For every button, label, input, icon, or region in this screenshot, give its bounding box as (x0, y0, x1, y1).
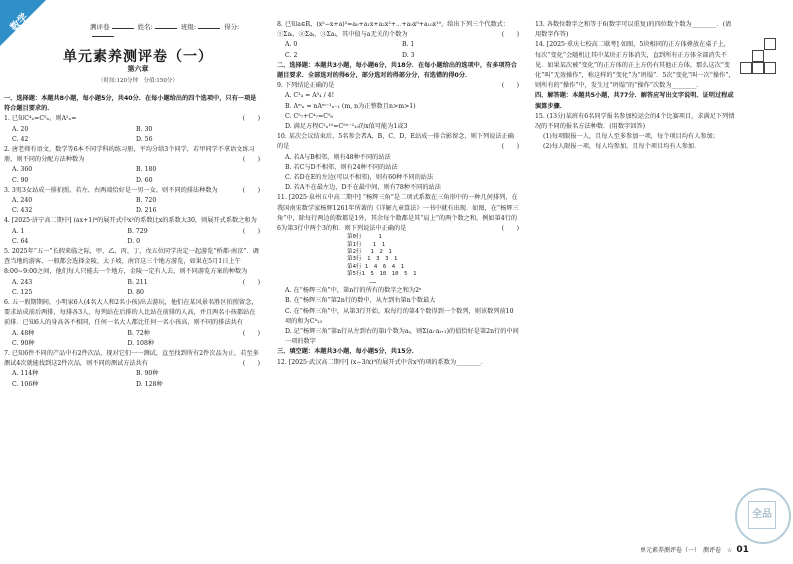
option: B. 180 (136, 166, 157, 174)
question-text: 8. 已知a∈R，(x²−x+a)⁵=a₀+a₁x+a₂x²+⋯+a₉x⁹+a₁₀x¹⁰，给出下列三个代数式：①Σaᵢ，②Σaᵢ，③Σaᵢ，其中值与a无关的个数为 (277, 21, 510, 39)
answer-parentheses: ( ) (242, 186, 260, 194)
chapter-label: 第六章 (127, 65, 149, 73)
yang-hui-triangle (277, 234, 519, 286)
option-line: C. 若D在E的左边(可以不相邻)，则有60种不同的站法 (285, 174, 434, 182)
answer-parentheses: ( ) (242, 227, 260, 235)
column-3 (535, 20, 735, 153)
triangle-row: 第2行 1 2 1 (347, 249, 392, 256)
option-line: A. C³₄ = A³₄ / 4! (285, 92, 335, 100)
question-text: 2. 唐老师有语文、数学等6本不同学科的练习册，平均分给3个同学，若甲同学不拿语文练习册，则不同的分配方法种数为 (4, 146, 255, 164)
cube (740, 62, 752, 74)
question (535, 112, 735, 132)
triangle-row: 第3行 1 3 3 1 (347, 256, 398, 263)
question-text: 1. 已知C⁴ₙ=C⁵ₙ，则A²ₙ= (4, 115, 77, 123)
option: C. 432 (12, 207, 33, 215)
options (4, 165, 260, 185)
option: B. 90种 (136, 370, 159, 378)
seal-text: 全品 (748, 501, 776, 529)
triangle-row: …… (347, 278, 377, 285)
option: B. 211 (127, 278, 148, 286)
options (4, 369, 260, 389)
option: B. 1 (402, 41, 415, 49)
option-line: D. 记“杨辉三角”第n行从左到右的第i个数为aᵢ，则Σ(aᵢ·aᵢ₊₁)的值恰好是第2n行的中间一项的数字 (285, 327, 519, 346)
blank (155, 28, 177, 29)
option: A. 0 (285, 41, 298, 49)
question (277, 81, 519, 91)
blank (92, 36, 114, 37)
blank (198, 28, 220, 29)
section-heading: 四、解答题：本题共5小题，共77分．解答应写出文字说明、证明过程或演算步骤． (535, 92, 734, 110)
page-title: 单元素养测评卷（一） (63, 49, 213, 65)
option-line: C. C⁵₇+C⁴₇=C⁵₈ (285, 112, 333, 120)
answer-parentheses: ( ) (242, 329, 260, 337)
question (4, 186, 260, 196)
option: D. 216 (136, 207, 157, 215)
answer-parentheses: ( ) (501, 143, 519, 151)
option: C. 64 (12, 237, 29, 245)
option: A. 240 (12, 197, 33, 205)
options (4, 329, 243, 349)
option: B. 720 (136, 197, 157, 205)
option: C. 42 (12, 135, 29, 143)
subject-label: 数学 (8, 11, 31, 34)
watermark-seal (735, 488, 791, 544)
header (0, 0, 256, 36)
option: B. 30 (136, 125, 153, 133)
options (277, 40, 519, 60)
question-text: 10. 某次会议结束后，5名参会者A，B，C，D，E站成一排合影留念，则下列说法正确的是 (277, 133, 514, 151)
question-text: 5. 2025年“五一”长假来临之际，甲、乙、丙、丁、戊五位同学决定一起游览“桥都·南京”．调查当地的游客，一般都会选择金陵、太子坡、南宫这三个地方游览，如果在5月1日上午8:00~9:00之间，他们每人只能去一个地方，金陵一定有人去，则不同游览方案的种数为 (4, 248, 259, 276)
field-class: 班级: (180, 23, 197, 31)
cube (752, 62, 764, 74)
section-heading: 二、选择题：本题共3小题，每小题6分，共18分．在每小题给出的选项中，有多项符合题目要求．全部选对的得6分，部分选对的得部分分，有选错的得0分． (277, 61, 517, 80)
option: D. 128种 (136, 380, 163, 388)
question (277, 20, 519, 40)
question (4, 114, 260, 124)
field-test: 测评卷 (90, 23, 110, 31)
option: A. 360 (12, 166, 33, 174)
option: D. 3 (402, 51, 415, 59)
option: D. 60 (136, 176, 153, 184)
option: B. 72种 (127, 329, 150, 337)
question-text: 12. [2025·武汉高二期中] (x−3/x)⁹的展开式中含x³的项的系数为________． (277, 358, 488, 366)
option: B. 729 (127, 227, 148, 235)
option: A. 114种 (12, 370, 39, 378)
options (4, 125, 260, 145)
option: C. 90种 (12, 339, 35, 347)
cube (764, 38, 776, 50)
cube (764, 62, 776, 74)
options (4, 196, 260, 216)
cube (752, 50, 764, 62)
triangle-row: 第0行 1 (347, 234, 382, 241)
triangle-row: 第1行 1 1 (347, 241, 386, 248)
option: C. 125 (12, 288, 33, 296)
question (277, 193, 519, 234)
question-text: 14. [2025·重庆七校高二联考] 如图，5块相同的正方体叠放在桌子上，每次“变化”会随机让其中某块正方体消失，直到所有正方体全部消失不见．如果某次被“变化”的正方体的正上方仍有其他正方体，那么这次“变化”叫“无效操作”，称这样的“变化”为“坍塌”．5次“变化”叫一次“操作”，则所有的“操作”中，发生过“坍塌”的“操作”次数为________． (535, 41, 735, 90)
option: A. 20 (12, 125, 29, 133)
name-fields (90, 22, 256, 39)
section-heading: 一、选择题：本题共8小题，每小题5分，共40分．在每小题给出的四个选项中，只有一项是符合题目要求的． (4, 95, 257, 113)
option: D. 108种 (127, 339, 155, 347)
option: A. 1 (12, 227, 25, 235)
question-text: 11. [2025·泉州五中高二期中] “杨辉三角”是二项式系数在三角形中的一种几何排列，在我国南宋数学家杨辉1261年所著的《详解九章算法》一书中就有出现．如图，在“杨辉三角”中，除每行两边的数都是1外，其余每个数都是其“肩上”的两个数之和，例如第4行的6为第3行中两个3的和．则下列说法中正确的是 (277, 194, 519, 233)
option: C. 106种 (12, 380, 39, 388)
answer-parentheses: ( ) (242, 278, 260, 286)
option: C. 2 (285, 51, 298, 59)
option-line: D. 若A不在最左边，D不在最中间，则有78种不同的站法 (285, 184, 441, 192)
answer-parentheses: ( ) (501, 225, 519, 233)
question-text: 13. 各数位数字之和等于6(数字可以重复)的四位数个数为________．(请用数字作答) (535, 21, 732, 39)
option-line: A. 若A与B相邻，则有48种不同的站法 (285, 153, 391, 161)
question-text: 15. (13分)某班有6名同学报名参加校运会的4个比赛项目，求满足下列情况的不同的报名方法种数．(用数字回答) (535, 112, 735, 131)
stacked-cubes-figure (740, 26, 780, 82)
answer-parentheses: ( ) (501, 31, 519, 39)
time-score-label: （时间:120分钟 分值:150分） (98, 78, 178, 84)
blank (112, 28, 134, 29)
option-line: C. 在“杨辉三角”中，从第3行开始，取每行的第4个数得到一个数列，则该数列前10项的和为C⁴₁₃ (285, 307, 514, 325)
question-text: 9. 下列结论正确的是 (277, 82, 335, 90)
answer-parentheses: ( ) (242, 115, 260, 123)
question (277, 132, 519, 152)
answer-parentheses: ( ) (242, 360, 260, 368)
triangle-row: 第4行 1 4 6 4 1 (347, 263, 405, 270)
answer-parentheses: ( ) (242, 156, 260, 164)
question-text: 4. [2025·济宁高二期中] (ax+1)⁶的展开式中x²的系数比x的系数大30，则展开式系数之和为 (4, 217, 257, 225)
option: C. 90 (12, 176, 29, 184)
options (4, 278, 243, 298)
option-line: A. 在“杨辉三角”中，第n行的所有的数字之和为2ⁿ (285, 287, 422, 295)
option: A. 243 (12, 278, 33, 286)
question-text: 7. 已知6件不同的产品中有2件次品，现对它们一一测试，直至找到所有2件次品为止，若至多测试4次就能找到这2件次品，则不同的测试方法共有 (4, 350, 259, 368)
question (277, 358, 519, 368)
column-1 (4, 94, 260, 390)
footer-text: 单元素养测评卷（一） 测评卷 ☆ (640, 547, 733, 554)
field-name: 姓名: (137, 23, 153, 31)
option-line: B. Aᵐₙ = nAᵐ⁻¹ₙ₋₁ (m, n为正整数且n>m>1) (285, 102, 416, 110)
option-line: (2)每人限报一项，每人均参加，且每个项目均有人参加． (543, 143, 701, 151)
option: D. 56 (136, 135, 153, 143)
options (4, 227, 243, 247)
answer-parentheses: ( ) (501, 82, 519, 90)
option-line: D. 满足方程C²ₓ¹⁰=C⁵ˣ⁻²₁₀的x值可能为1或3 (285, 123, 408, 131)
option-line: (1)每项限报一人，且每人至多参加一项，每个项目均有人参加； (543, 133, 719, 141)
option: D. 80 (127, 288, 144, 296)
option-line: B. 在“杨辉三角”第2n行的数中，从左到右第n个数最大 (285, 297, 436, 305)
option: D. 0 (127, 237, 141, 245)
triangle-row: 第5行1 5 10 10 5 1 (347, 271, 417, 278)
question (535, 40, 735, 91)
option: A. 48种 (12, 329, 35, 337)
question (4, 145, 260, 165)
page-number: 01 (736, 545, 749, 555)
column-2 (277, 20, 519, 368)
field-score: 得分: (224, 23, 240, 31)
question-text: 6. 五一假期期间，小明家6人(4名大人和2名小孩)出去游玩，他们在某风景名胜区拍照留念，要求站成前后两排，每排各3人，每列站在后排的人比站在前排的人高，并且两名小孩都站在前排．已知6人的身高各不相同，任何一名大人都比任何一名小孩高，则不同的排法共有 (4, 299, 258, 327)
question-text: 3. 3男3女站成一排拍照，若左、右两端恰好是一男一女，则不同的排法种数为 (4, 186, 218, 194)
footer (640, 545, 749, 555)
option-line: B. 若C与D不相邻，则有24种不同的站法 (285, 163, 398, 171)
section-heading: 三、填空题：本题共3小题，每小题5分，共15分． (277, 348, 418, 356)
question (535, 20, 735, 40)
question (4, 349, 260, 369)
